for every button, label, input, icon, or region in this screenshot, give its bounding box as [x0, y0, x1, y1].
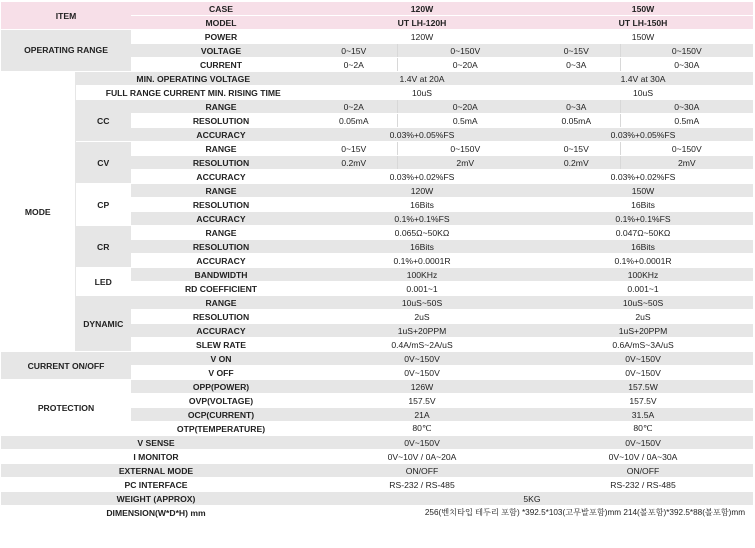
cp-res-a: 16Bits: [311, 198, 533, 212]
voff-a: 0V~150V: [311, 366, 533, 380]
row-cc-range: [1, 100, 753, 114]
row-extmode: [1, 464, 753, 478]
cv-res-a1: 0.2mV: [311, 156, 397, 170]
cr-acc-a: 0.1%+0.0001R: [311, 254, 533, 268]
cc-res-b1: 0.05mA: [533, 114, 620, 128]
power-label: POWER: [131, 30, 311, 44]
dyn-acc-a: 1uS+20PPM: [311, 324, 533, 338]
cc-acc-b: 0.03%+0.05%FS: [533, 128, 753, 142]
cp-range-b: 150W: [533, 184, 753, 198]
cp-acc-b: 0.1%+0.1%FS: [533, 212, 753, 226]
cr-res-a: 16Bits: [311, 240, 533, 254]
led-bandwidth-a: 100KHz: [311, 268, 533, 282]
current-b2: 0~30A: [620, 58, 753, 72]
cp-range-label: RANGE: [131, 184, 311, 198]
cv-range-label: RANGE: [131, 142, 311, 156]
imonitor-b: 0V~10V / 0A~30A: [533, 450, 753, 464]
current-a2: 0~20A: [397, 58, 533, 72]
imonitor-a: 0V~10V / 0A~20A: [311, 450, 533, 464]
current-onoff-title: CURRENT ON/OFF: [1, 352, 131, 380]
led-title: LED: [75, 268, 131, 296]
row-cr-range: [1, 226, 753, 240]
led-rd-a: 0.001~1: [311, 282, 533, 296]
ocp-b: 31.5A: [533, 408, 753, 422]
row-vsense: [1, 436, 753, 450]
cv-range-b2: 0~150V: [620, 142, 753, 156]
case-label: CASE: [131, 2, 311, 16]
led-rd-b: 0.001~1: [533, 282, 753, 296]
row-dimension: [1, 506, 753, 520]
protection-title: PROTECTION: [1, 380, 131, 436]
row-pc: [1, 478, 753, 492]
opp-label: OPP(POWER): [131, 380, 311, 394]
voff-label: V OFF: [131, 366, 311, 380]
row-imonitor: [1, 450, 753, 464]
cc-res-b2: 0.5mA: [620, 114, 753, 128]
otp-a: 80℃: [311, 422, 533, 436]
dyn-slew-label: SLEW RATE: [131, 338, 311, 352]
dyn-range-label: RANGE: [131, 296, 311, 310]
item-header: ITEM: [1, 2, 131, 30]
cr-range-label: RANGE: [131, 226, 311, 240]
cv-res-b1: 0.2mV: [533, 156, 620, 170]
row-led-bandwidth: [1, 268, 753, 282]
pc-b: RS-232 / RS-485: [533, 478, 753, 492]
vsense-a: 0V~150V: [311, 436, 533, 450]
voltage-label: VOLTAGE: [131, 44, 311, 58]
cv-acc-b: 0.03%+0.02%FS: [533, 170, 753, 184]
row-cp-range: [1, 184, 753, 198]
dimension-value: 256(벤치타입 테두리 포함) *392.5*103(고무발포함)mm 214(볼포함)*392.5*88(볼포함)mm: [311, 506, 753, 520]
cr-range-b: 0.047Ω~50KΩ: [533, 226, 753, 240]
spec-table: [1, 2, 753, 520]
row-von: [1, 352, 753, 366]
vsense-b: 0V~150V: [533, 436, 753, 450]
cc-range-label: RANGE: [131, 100, 311, 114]
opp-b: 157.5W: [533, 380, 753, 394]
cp-res-b: 16Bits: [533, 198, 753, 212]
cr-range-a: 0.065Ω~50KΩ: [311, 226, 533, 240]
von-label: V ON: [131, 352, 311, 366]
row-cv-range: [1, 142, 753, 156]
otp-b: 80℃: [533, 422, 753, 436]
cr-resolution-label: RESOLUTION: [131, 240, 311, 254]
min-op-voltage-b: 1.4V at 30A: [533, 72, 753, 86]
dyn-res-a: 2uS: [311, 310, 533, 324]
led-bandwidth-label: BANDWIDTH: [131, 268, 311, 282]
dynamic-title: DYNAMIC: [75, 296, 131, 352]
rising-time-b: 10uS: [533, 86, 753, 100]
cv-range-a1: 0~15V: [311, 142, 397, 156]
vsense-label: V SENSE: [1, 436, 311, 450]
voltage-a2: 0~150V: [397, 44, 533, 58]
operating-range-title: OPERATING RANGE: [1, 30, 131, 72]
cr-accuracy-label: ACCURACY: [131, 254, 311, 268]
von-b: 0V~150V: [533, 352, 753, 366]
cv-acc-a: 0.03%+0.02%FS: [311, 170, 533, 184]
mode-title: MODE: [1, 72, 75, 352]
cv-range-a2: 0~150V: [397, 142, 533, 156]
dimension-label: DIMENSION(W*D*H) mm: [1, 506, 311, 520]
cr-acc-b: 0.1%+0.0001R: [533, 254, 753, 268]
cc-title: CC: [75, 100, 131, 142]
model-label: MODEL: [131, 16, 311, 30]
dyn-range-b: 10uS~50S: [533, 296, 753, 310]
cv-title: CV: [75, 142, 131, 184]
row-weight: [1, 492, 753, 506]
weight-label: WEIGHT (APPROX): [1, 492, 311, 506]
case-b: 150W: [533, 2, 753, 16]
dyn-slew-a: 0.4A/mS~2A/uS: [311, 338, 533, 352]
cc-res-a1: 0.05mA: [311, 114, 397, 128]
cc-range-a1: 0~2A: [311, 100, 397, 114]
current-b1: 0~3A: [533, 58, 620, 72]
cc-acc-a: 0.03%+0.05%FS: [311, 128, 533, 142]
cp-range-a: 120W: [311, 184, 533, 198]
extmode-b: ON/OFF: [533, 464, 753, 478]
cr-res-b: 16Bits: [533, 240, 753, 254]
imonitor-label: I MONITOR: [1, 450, 311, 464]
dyn-range-a: 10uS~50S: [311, 296, 533, 310]
voltage-b2: 0~150V: [620, 44, 753, 58]
opp-a: 126W: [311, 380, 533, 394]
extmode-label: EXTERNAL MODE: [1, 464, 311, 478]
ovp-a: 157.5V: [311, 394, 533, 408]
min-op-voltage-a: 1.4V at 20A: [311, 72, 533, 86]
cc-range-a2: 0~20A: [397, 100, 533, 114]
ocp-label: OCP(CURRENT): [131, 408, 311, 422]
min-op-voltage-label: MIN. OPERATING VOLTAGE: [75, 72, 311, 86]
cc-range-b1: 0~3A: [533, 100, 620, 114]
cv-res-b2: 2mV: [620, 156, 753, 170]
cc-range-b2: 0~30A: [620, 100, 753, 114]
ovp-label: OVP(VOLTAGE): [131, 394, 311, 408]
dyn-slew-b: 0.6A/mS~3A/uS: [533, 338, 753, 352]
dyn-resolution-label: RESOLUTION: [131, 310, 311, 324]
dyn-res-b: 2uS: [533, 310, 753, 324]
voltage-b1: 0~15V: [533, 44, 620, 58]
power-a: 120W: [311, 30, 533, 44]
cv-range-b1: 0~15V: [533, 142, 620, 156]
cv-res-a2: 2mV: [397, 156, 533, 170]
voltage-a1: 0~15V: [311, 44, 397, 58]
voff-b: 0V~150V: [533, 366, 753, 380]
pc-a: RS-232 / RS-485: [311, 478, 533, 492]
rising-time-a: 10uS: [311, 86, 533, 100]
cp-acc-a: 0.1%+0.1%FS: [311, 212, 533, 226]
model-a: UT LH-120H: [311, 16, 533, 30]
ocp-a: 21A: [311, 408, 533, 422]
cv-accuracy-label: ACCURACY: [131, 170, 311, 184]
row-min-op-voltage: [1, 72, 753, 86]
weight-value: 5KG: [311, 492, 753, 506]
cc-accuracy-label: ACCURACY: [131, 128, 311, 142]
cp-title: CP: [75, 184, 131, 226]
row-opp: [1, 380, 753, 394]
case-a: 120W: [311, 2, 533, 16]
cv-resolution-label: RESOLUTION: [131, 156, 311, 170]
otp-label: OTP(TEMPERATURE): [131, 422, 311, 436]
row-rising-time: [1, 86, 753, 100]
power-b: 150W: [533, 30, 753, 44]
dyn-acc-b: 1uS+20PPM: [533, 324, 753, 338]
current-label: CURRENT: [131, 58, 311, 72]
cc-resolution-label: RESOLUTION: [131, 114, 311, 128]
rising-time-label: FULL RANGE CURRENT MIN. RISING TIME: [75, 86, 311, 100]
row-dyn-range: [1, 296, 753, 310]
extmode-a: ON/OFF: [311, 464, 533, 478]
current-a1: 0~2A: [311, 58, 397, 72]
led-rd-label: RD COEFFICIENT: [131, 282, 311, 296]
dyn-accuracy-label: ACCURACY: [131, 324, 311, 338]
pc-label: PC INTERFACE: [1, 478, 311, 492]
cp-accuracy-label: ACCURACY: [131, 212, 311, 226]
row-power: [1, 30, 753, 44]
header-row-case: [1, 2, 753, 16]
cc-res-a2: 0.5mA: [397, 114, 533, 128]
model-b: UT LH-150H: [533, 16, 753, 30]
cp-resolution-label: RESOLUTION: [131, 198, 311, 212]
von-a: 0V~150V: [311, 352, 533, 366]
led-bandwidth-b: 100KHz: [533, 268, 753, 282]
cr-title: CR: [75, 226, 131, 268]
ovp-b: 157.5V: [533, 394, 753, 408]
